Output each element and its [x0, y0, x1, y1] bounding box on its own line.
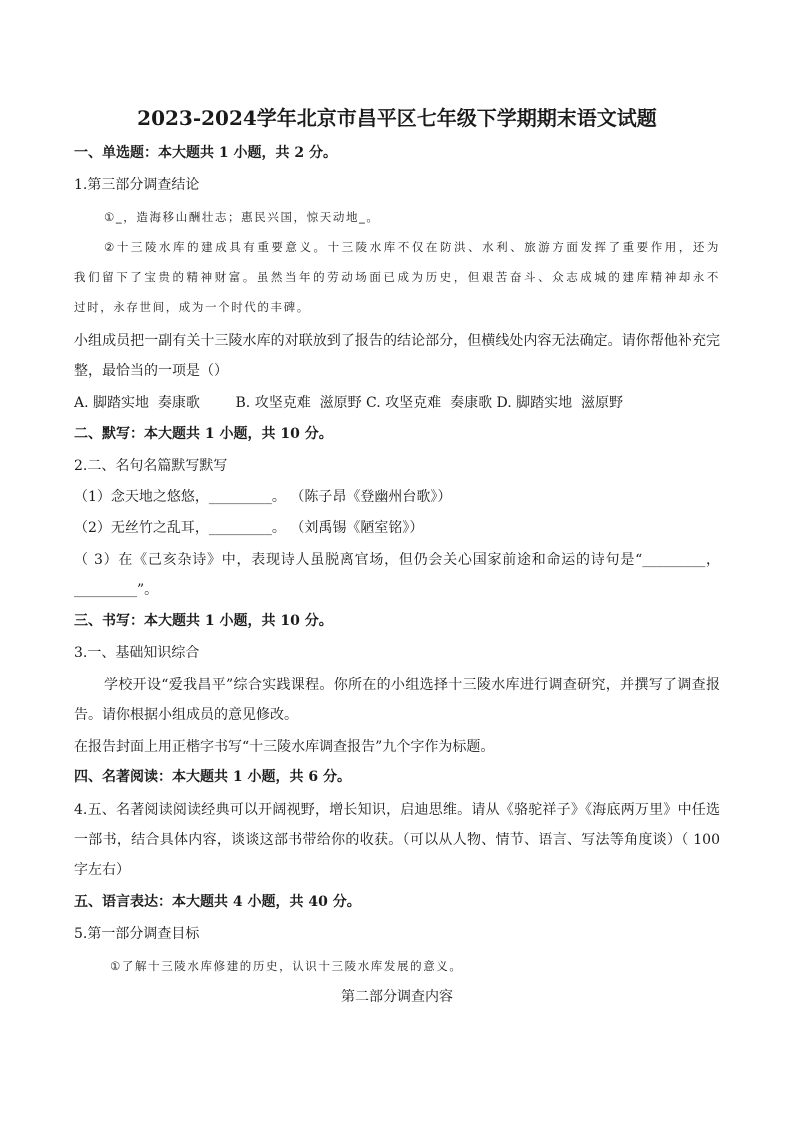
- question-1-couplet: ①_，造海移山酬壮志；惠民兴国，惊天动地_。: [104, 210, 380, 224]
- question-1-prompt: 整，最恰当的一项是（）: [74, 363, 228, 379]
- question-3-heading: 3.一、基础知识综合: [74, 645, 200, 661]
- question-1-prompt: 小组成员把一副有关十三陵水库的对联放到了报告的结论部分，但横线处内容无法确定。请你帮他补充完: [74, 333, 720, 349]
- question-2-heading: 2.二、名句名篇默写默写: [74, 458, 228, 474]
- question-4-text: 字左右）: [74, 862, 130, 878]
- question-5-heading: 5.第一部分调查目标: [74, 926, 200, 942]
- section-heading-3: 三、书写：本大题共 1 小题，共 10 分。: [74, 613, 333, 629]
- question-2-line: _________”。: [74, 582, 159, 598]
- question-5-goal: ①了解十三陵水库修建的历史，认识十三陵水库发展的意义。: [110, 959, 463, 973]
- question-3-paragraph: 学校开设“爱我昌平”综合实践课程。你所在的小组选择十三陵水库进行调查研究，并撰写了调查报: [104, 677, 720, 693]
- question-2-line: （ 3）在《己亥杂诗》中，表现诗人虽脱离官场，但仍会关心国家前途和命运的诗句是“_________，: [74, 552, 720, 568]
- question-5-part2-heading: 第二部分调查内容: [341, 989, 453, 1005]
- section-heading-2: 二、默写：本大题共 1 小题，共 10 分。: [74, 426, 333, 442]
- question-3-task: 在报告封面上用正楷字书写“十三陵水库调查报告”九个字作为标题。: [74, 739, 495, 755]
- question-1-options: A. 脚踏实地 奏康歌 B. 攻坚克难 滋原野 C. 攻坚克难 奏康歌 D. 脚踏实地 滋原野: [74, 395, 624, 411]
- question-1-passage-line: ②十三陵水库的建成具有重要意义。十三陵水库不仅在防洪、水利、旅游方面发挥了重要作用，还为: [104, 240, 720, 254]
- section-heading-4: 四、名著阅读：本大题共 1 小题，共 6 分。: [74, 769, 351, 785]
- question-1-heading: 1.第三部分调查结论: [74, 177, 200, 193]
- question-3-paragraph: 告。请你根据小组成员的意见修改。: [74, 707, 298, 723]
- section-heading-1: 一、单选题：本大题共 1 小题，共 2 分。: [74, 145, 337, 161]
- question-2-line: （1）念天地之悠悠，_________。 （陈子昂《登幽州台歌》）: [74, 489, 452, 505]
- question-2-line: （2）无丝竹之乱耳，_________。 （刘禹锡《陋室铭》）: [74, 520, 424, 536]
- page-title: 2023-2024学年北京市昌平区七年级下学期期末语文试题: [137, 106, 657, 130]
- section-heading-5: 五、语言表达：本大题共 4 小题，共 40 分。: [74, 894, 361, 910]
- question-4-text: 一部书，结合具体内容，谈谈这部书带给你的收获。（可以从人物、情节、语言、写法等角度谈）（ 100: [74, 832, 720, 848]
- question-4-text: 4.五、名著阅读阅读经典可以开阔视野，增长知识，启迪思维。请从《骆驼祥子》《海底两万里》中任选: [74, 802, 720, 818]
- question-1-passage-line: 我们留下了宝贵的精神财富。虽然当年的劳动场面已成为历史，但艰苦奋斗、众志成城的建库精神却永不: [74, 270, 720, 284]
- question-1-passage-line: 过时，永存世间，成为一个时代的丰碑。: [74, 300, 310, 314]
